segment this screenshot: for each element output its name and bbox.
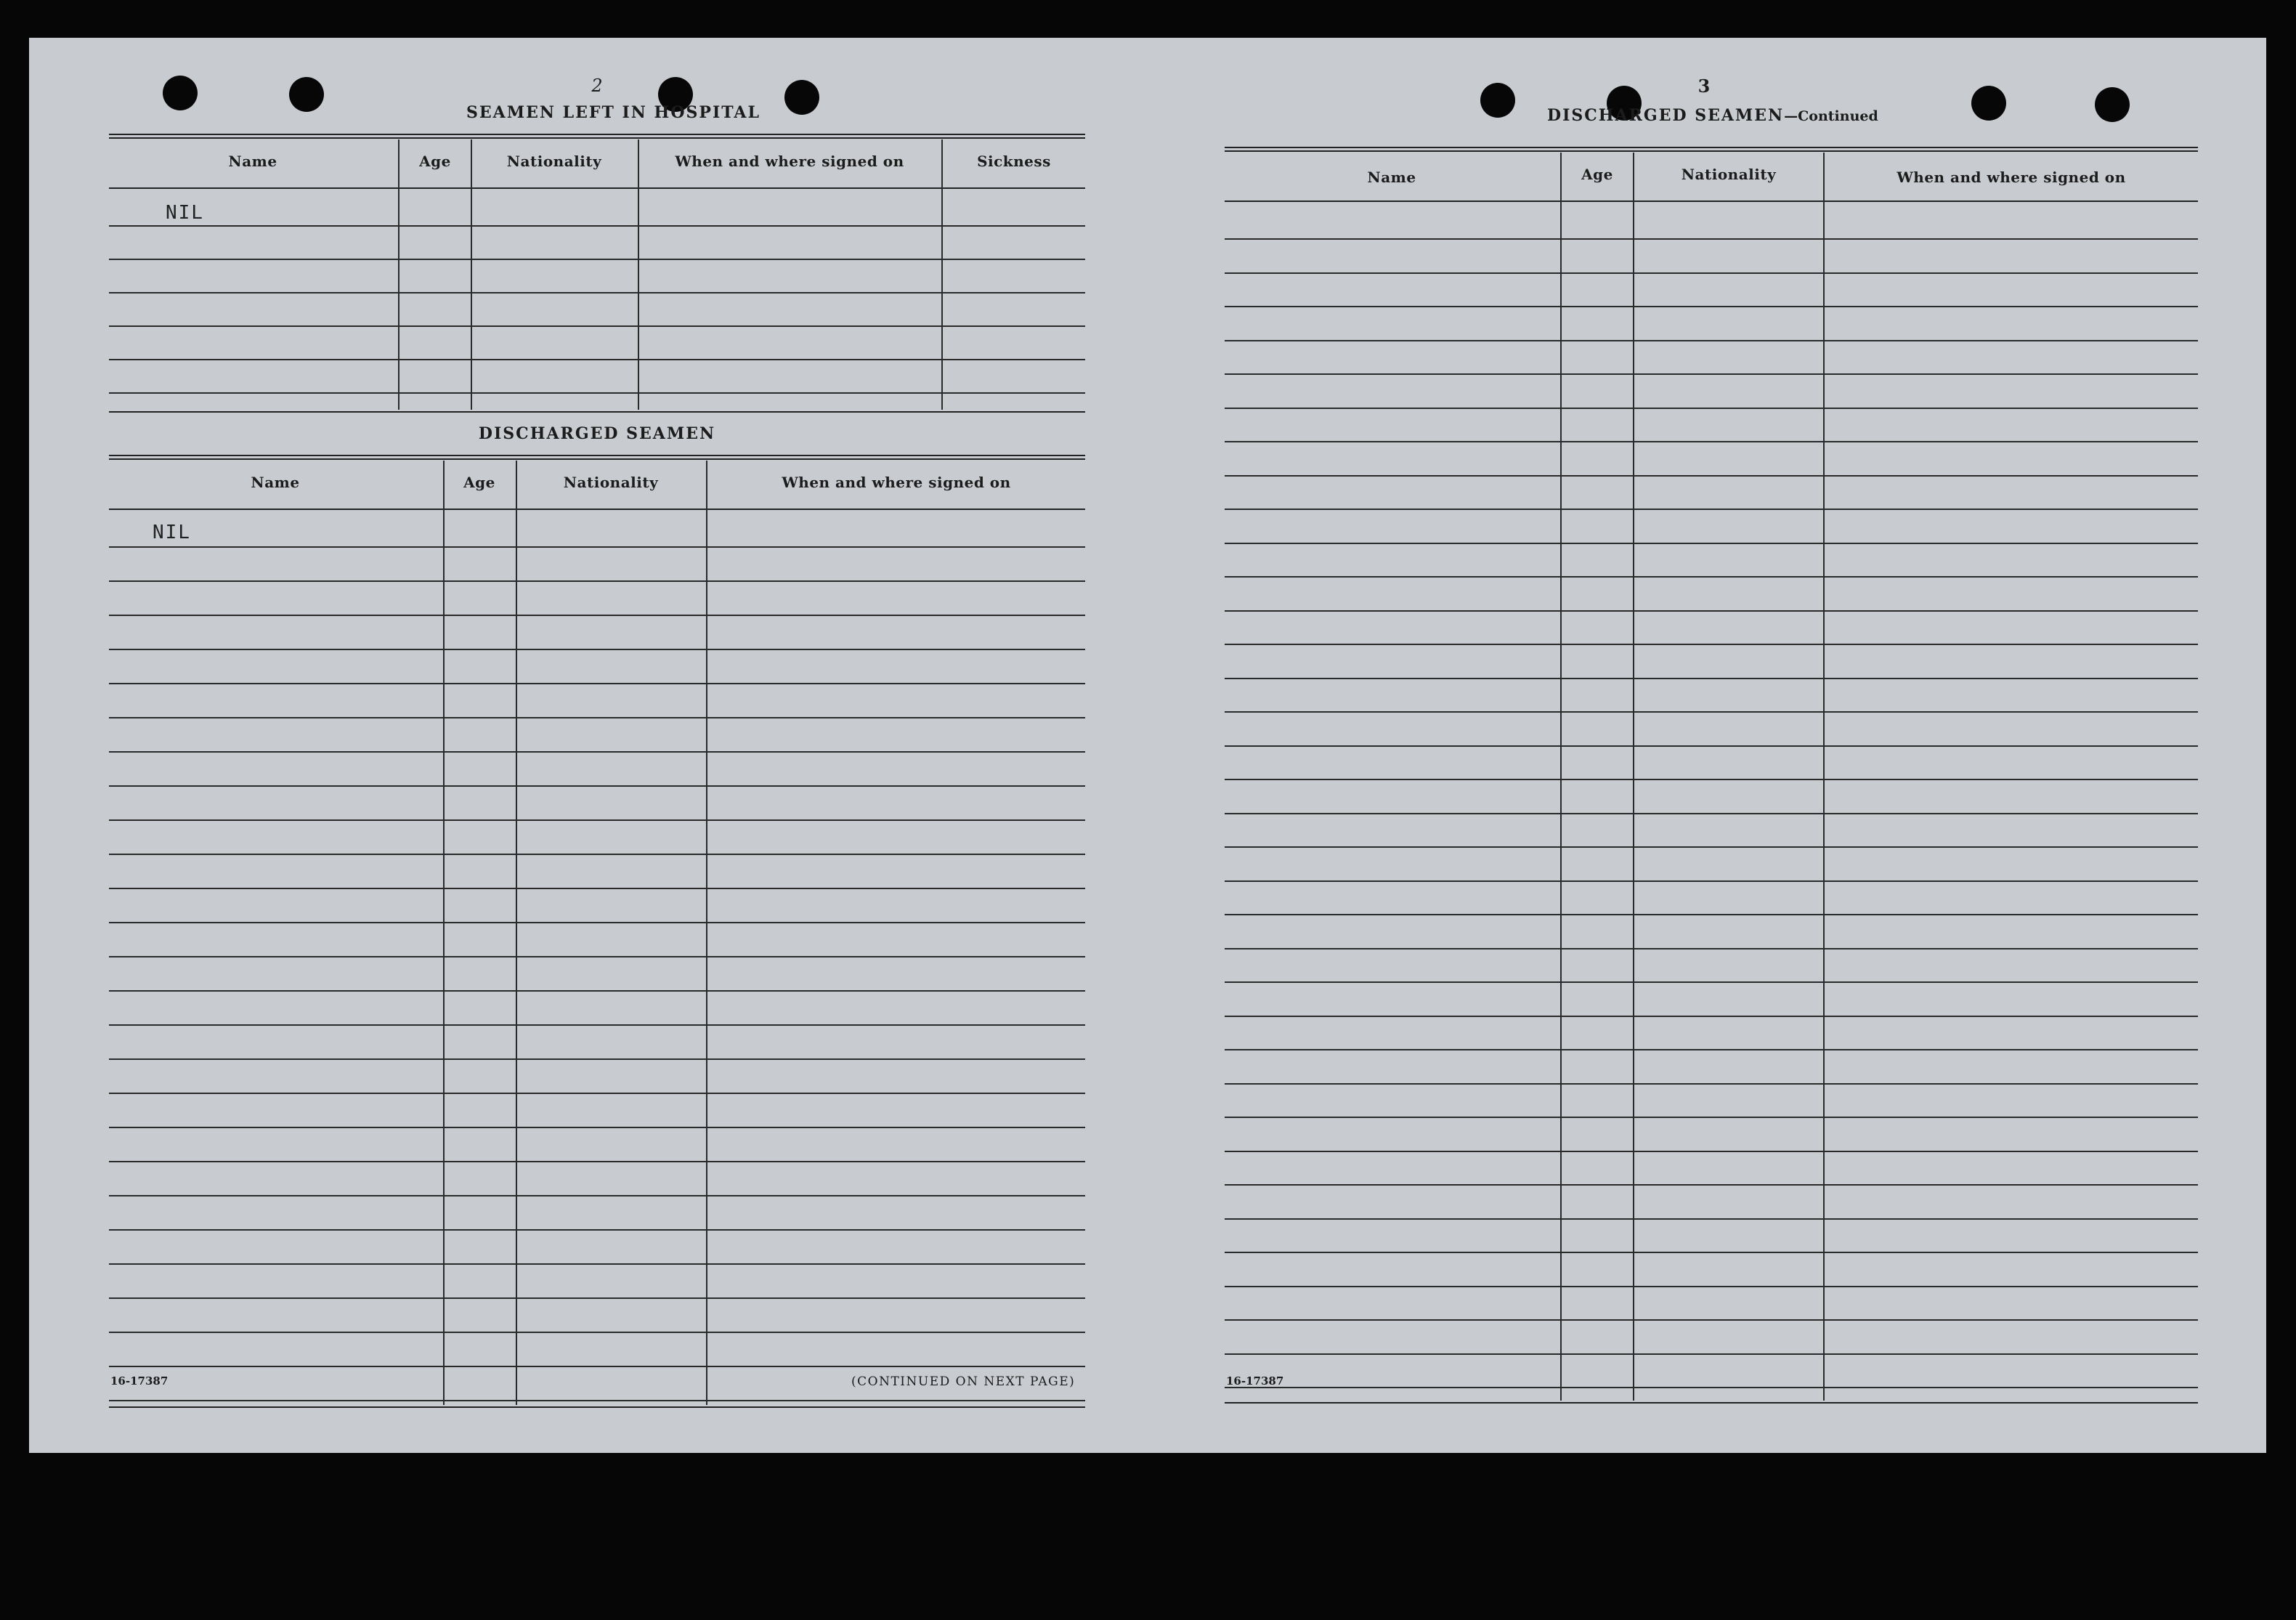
hospital-top-rule — [109, 137, 1085, 139]
page-number-right: 3 — [1697, 76, 1711, 97]
hospital-entry-name: NIL — [166, 202, 204, 224]
right-col-name: Name — [1367, 169, 1416, 186]
discharged-col-nationality: Nationality — [563, 474, 659, 491]
hospital-col-divider — [398, 139, 399, 410]
right-bottom-rule — [1225, 1402, 2198, 1404]
discharged-col-name: Name — [251, 474, 300, 491]
hospital-col-name: Name — [228, 153, 277, 170]
discharged-header-rule — [109, 509, 1085, 510]
discharged-bottom-rule — [109, 1406, 1085, 1408]
punch-hole — [1971, 86, 2006, 121]
page-number-left: 2 — [591, 76, 603, 96]
hospital-col-divider — [638, 139, 639, 410]
hospital-top-rule — [109, 134, 1085, 135]
discharged-top-rule — [109, 455, 1085, 456]
hospital-col-age: Age — [419, 153, 451, 170]
form-code-right: 16-17387 — [1226, 1374, 1284, 1388]
discharged-section-title: DISCHARGED SEAMEN — [478, 424, 716, 443]
punch-hole — [2095, 87, 2130, 122]
right-col-nationality: Nationality — [1681, 166, 1777, 183]
discharged-col-age: Age — [463, 474, 495, 491]
discharged-continued-title — [1547, 106, 1878, 125]
hospital-section-title: SEAMEN LEFT IN HOSPITAL — [466, 103, 760, 122]
continued-suffix: —Continued — [1784, 108, 1878, 124]
punch-hole — [163, 76, 198, 110]
punch-hole — [784, 80, 819, 115]
hospital-col-nationality: Nationality — [506, 153, 602, 170]
hospital-header-rule — [109, 187, 1085, 189]
discharged-top-rule — [109, 458, 1085, 460]
right-col-signed-on: When and where signed on — [1897, 169, 2126, 186]
punch-hole — [289, 77, 324, 112]
right-header-rule — [1225, 201, 2198, 202]
document-sheet — [29, 38, 2266, 1453]
right-col-age: Age — [1581, 166, 1613, 183]
hospital-col-sickness: Sickness — [977, 153, 1051, 170]
punch-hole — [1480, 83, 1515, 118]
right-top-rule — [1225, 147, 2198, 148]
right-top-rule — [1225, 150, 2198, 152]
discharged-continued-title-main: DISCHARGED SEAMEN — [1547, 106, 1785, 125]
continued-note: (CONTINUED ON NEXT PAGE) — [851, 1374, 1076, 1389]
discharged-col-signed-on: When and where signed on — [782, 474, 1011, 491]
discharged-entry-name: NIL — [153, 522, 191, 543]
hospital-col-signed-on: When and where signed on — [675, 153, 904, 170]
form-code-left: 16-17387 — [110, 1374, 169, 1388]
hospital-bottom-rule — [109, 411, 1085, 413]
hospital-col-divider — [471, 139, 472, 410]
hospital-col-divider — [941, 139, 943, 410]
